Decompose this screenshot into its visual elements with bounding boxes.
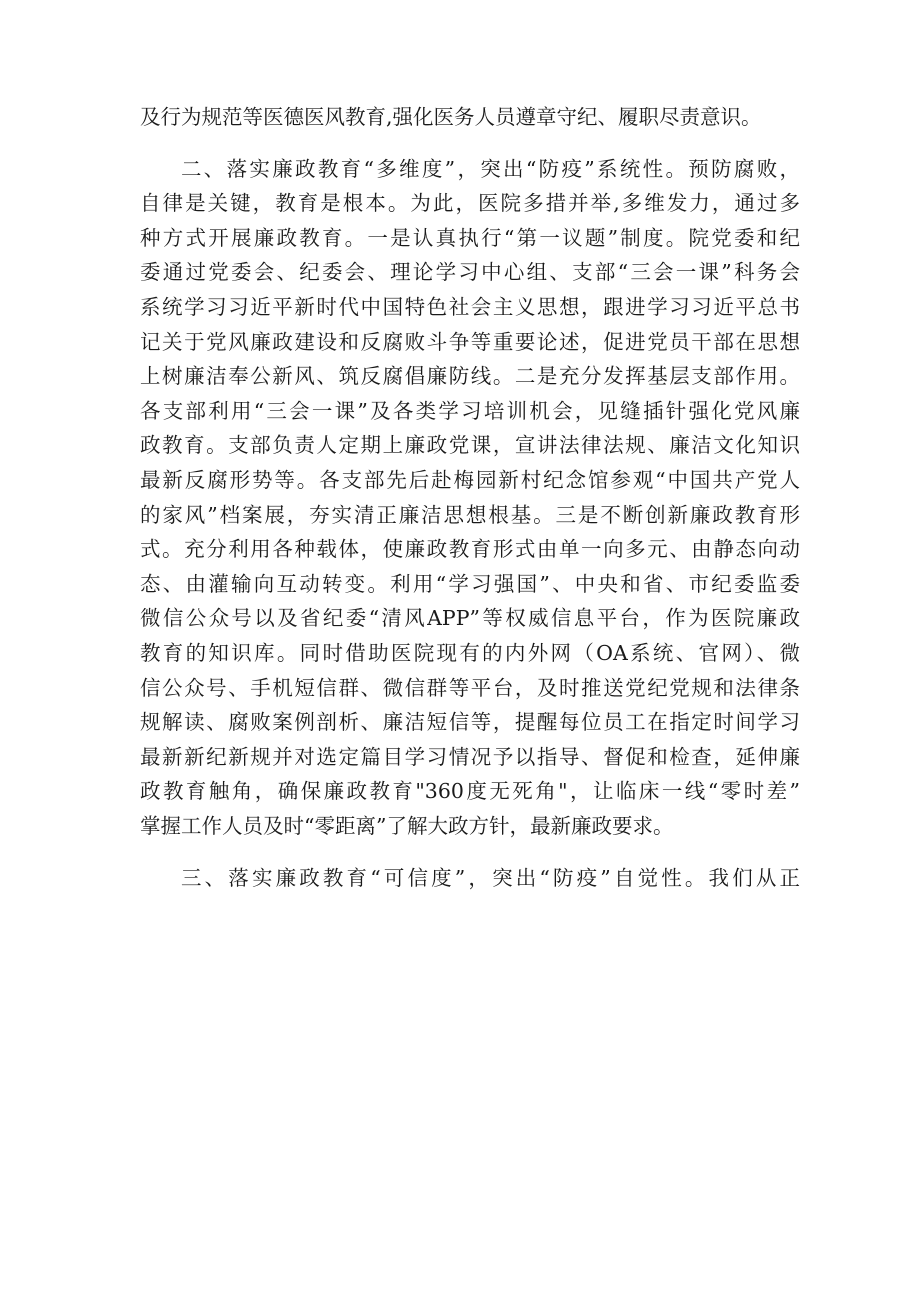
text-line: 自律是关键，教育是根本。为此，医院多措并举,多维发力，通过多 xyxy=(140,191,800,216)
text-line: 系统学习习近平新时代中国特色社会主义思想，跟进学习习近平总书 xyxy=(140,294,800,319)
text-line: 规解读、腐败案例剖析、廉洁短信等，提醒每位员工在指定时间学习 xyxy=(140,710,800,735)
text-line: 记关于党风廉政建设和反腐败斗争等重要论述，促进党员干部在思想 xyxy=(140,329,800,354)
text-line: 式。充分利用各种载体，使廉政教育形式由单一向多元、由静态向动 xyxy=(140,537,800,562)
text-line: 教育的知识库。同时借助医院现有的内外网（OA系统、官网）、微 xyxy=(140,640,800,665)
text-line: 政教育。支部负责人定期上廉政党课，宣讲法律法规、廉洁文化知识 xyxy=(140,433,800,458)
text-line: 上树廉洁奉公新风、筑反腐倡廉防线。二是充分发挥基层支部作用。 xyxy=(140,364,800,389)
text-line: 微信公众号以及省纪委“清风APP”等权威信息平台，作为医院廉政 xyxy=(140,606,800,631)
text-line: 态、由灌输向互动转变。利用“学习强国”、中央和省、市纪委监委 xyxy=(140,571,800,596)
text-line: 的家风”档案展，夯实清正廉洁思想根基。三是不断创新廉政教育形 xyxy=(140,502,800,527)
text-line: 三、落实廉政教育“可信度”，突出“防疫”自觉性。我们从正 xyxy=(181,866,800,891)
text-line: 委通过党委会、纪委会、理论学习中心组、支部“三会一课”科务会 xyxy=(140,260,800,285)
text-line: 政教育触角，确保廉政教育"360度无死角"，让临床一线“零时差” xyxy=(140,779,800,804)
text-line: 最新反腐形势等。各支部先后赴梅园新村纪念馆参观“中国共产党人 xyxy=(140,467,800,492)
text-line: 信公众号、手机短信群、微信群等平台，及时推送党纪党规和法律条 xyxy=(140,675,800,700)
paragraph-2 xyxy=(140,152,800,844)
text-line: 二、落实廉政教育“多维度”，突出“防疫”系统性。预防腐败， xyxy=(181,156,800,181)
text-line: 种方式开展廉政教育。一是认真执行“第一议题”制度。院党委和纪 xyxy=(140,225,800,250)
paragraph-1 xyxy=(140,100,800,135)
document-page xyxy=(140,100,800,896)
text-line: 掌握工作人员及时“零距离”了解大政方针，最新廉政要求。 xyxy=(140,813,674,838)
text-line: 最新新纪新规并对选定篇目学习情况予以指导、督促和检查，延伸廉 xyxy=(140,744,800,769)
text-line: 及行为规范等医德医风教育,强化医务人员遵章守纪、履职尽责意识。 xyxy=(140,105,762,129)
text-line: 各支部利用“三会一课”及各类学习培训机会，见缝插针强化党风廉 xyxy=(140,398,800,423)
paragraph-3 xyxy=(140,861,800,896)
